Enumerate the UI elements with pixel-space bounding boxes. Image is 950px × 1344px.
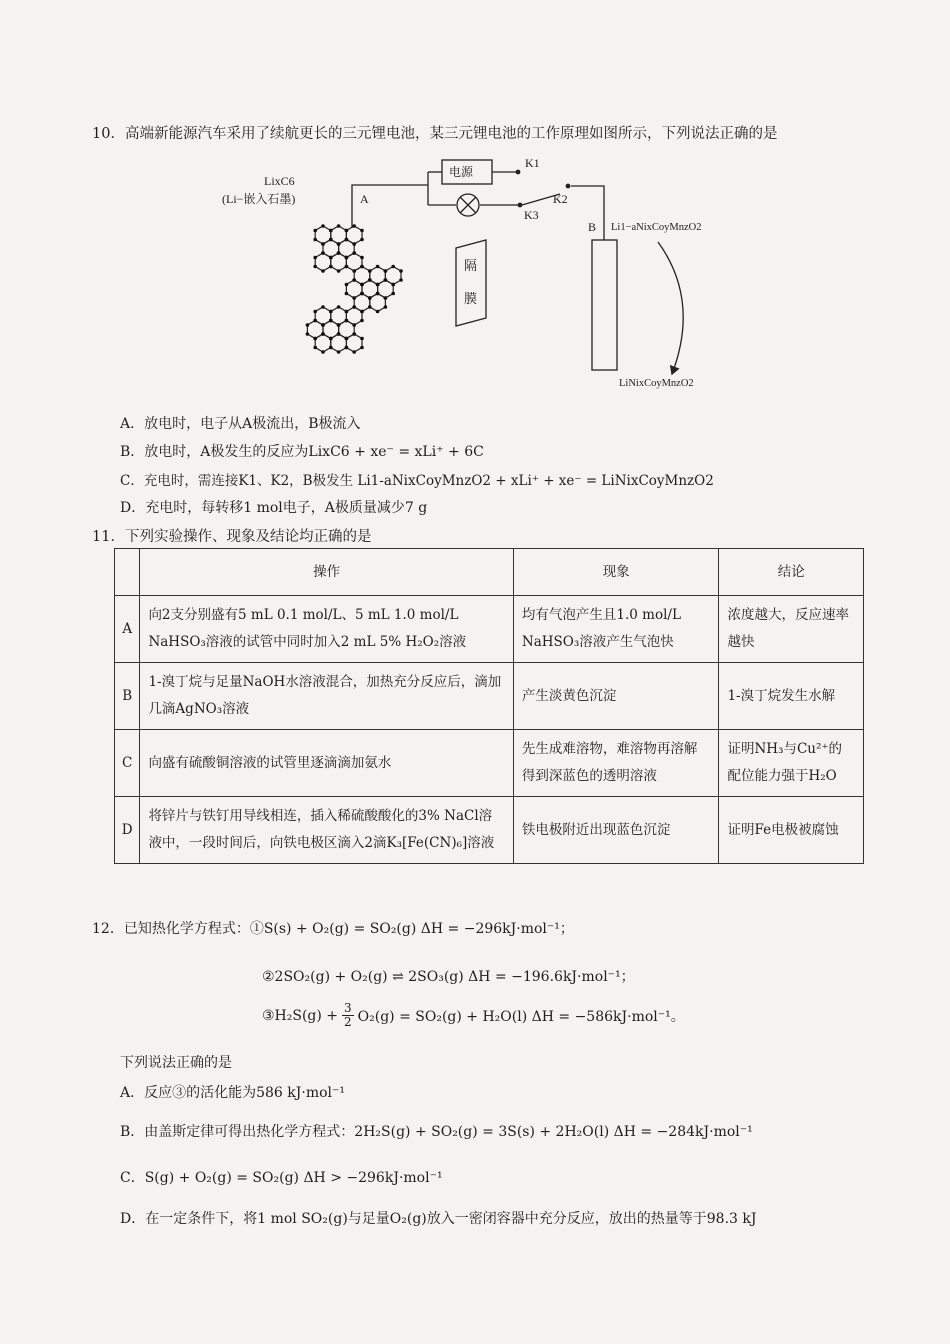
k1-label: K1 [525, 156, 540, 170]
electrode-b-rect [592, 240, 617, 370]
electrode-b-label: B [588, 220, 597, 234]
row-phenomenon: 先生成难溶物，难溶物再溶解得到深蓝色的透明溶液 [513, 730, 719, 797]
q10-stem: 10．高端新能源汽车采用了续航更长的三元锂电池，某三元锂电池的工作原理如图所示，下列说法正确的是 [92, 126, 778, 142]
row-conclusion: 证明NH₃与Cu²⁺的配位能力强于H₂O [719, 730, 864, 797]
eq3-fraction [342, 1002, 354, 1029]
row-id: A [115, 596, 140, 663]
header-blank [115, 549, 140, 596]
row-id: C [115, 730, 140, 797]
row-operation: 1-溴丁烷与足量NaOH水溶液混合，加热充分反应后，滴加几滴AgNO₃溶液 [140, 663, 513, 730]
table-header-row [115, 549, 864, 596]
k1-contact [516, 170, 521, 175]
q12-option-a: A．反应③的活化能为586 kJ·mol⁻¹ [120, 1085, 346, 1101]
row-id: D [115, 797, 140, 864]
q10-option-c: C．充电时，需连接K1、K2，B极发生 Li1-aNixCoyMnzO2 + xLi⁺ + xe⁻ = LiNixCoyMnzO2 [120, 473, 714, 489]
electrode-a-label: A [360, 192, 369, 206]
table-row [115, 596, 864, 663]
graphite-lattice-icon [306, 224, 403, 354]
row-id: B [115, 663, 140, 730]
membrane-label-bottom: 膜 [464, 291, 478, 306]
eq3-numerator: 3 [344, 1001, 352, 1015]
power-source-label: 电源 [449, 165, 474, 179]
q12-prompt: 下列说法正确的是 [120, 1055, 232, 1071]
row-operation: 将锌片与铁钉用导线相连，插入稀硫酸酸化的3% NaCl溶液中，一段时间后，向铁电极区滴入2滴K₃[Fe(CN)₆]溶液 [140, 797, 513, 864]
header-conclusion: 结论 [719, 549, 864, 596]
row-operation: 向盛有硫酸铜溶液的试管里逐滴滴加氨水 [140, 730, 513, 797]
eq3-denominator: 2 [344, 1015, 352, 1029]
row-conclusion: 证明Fe电极被腐蚀 [719, 797, 864, 864]
membrane-label-top: 隔 [464, 258, 478, 273]
table-row [115, 663, 864, 730]
eq3-right: O₂(g) = SO₂(g) + H₂O(l) ΔH = −586kJ·mol⁻¹。 [357, 1008, 685, 1025]
k2-contact [566, 184, 571, 189]
membrane-shape [456, 240, 486, 326]
row-conclusion: 浓度越大，反应速率越快 [719, 596, 864, 663]
experiment-table [114, 548, 864, 864]
q10-option-d: D．充电时，每转移1 mol电子，A极质量减少7 g [120, 500, 428, 516]
q12-option-c: C．S(g) + O₂(g) = SO₂(g) ΔH > −296kJ·mol⁻¹ [120, 1170, 443, 1186]
header-operation: 操作 [140, 549, 513, 596]
row-phenomenon: 均有气泡产生且1.0 mol/L NaHSO₃溶液产生气泡快 [513, 596, 719, 663]
q12-equation-2: ②2SO₂(g) + O₂(g) ⇌ 2SO₃(g) ΔH = −196.6kJ·mol⁻¹； [262, 969, 635, 985]
q12-option-d: D．在一定条件下，将1 mol SO₂(g)与足量O₂(g)放入一密闭容器中充分反应，放出的热量等于98.3 kJ [120, 1211, 757, 1227]
q11-stem: 11．下列实验操作、现象及结论均正确的是 [92, 529, 372, 545]
row-conclusion: 1-溴丁烷发生水解 [719, 663, 864, 730]
eq3-left: ③H₂S(g) + [262, 1007, 339, 1024]
battery-diagram [0, 0, 950, 400]
table-row [115, 797, 864, 864]
k3-label: K3 [524, 208, 539, 222]
row-phenomenon: 产生淡黄色沉淀 [513, 663, 719, 730]
k2-label: K2 [553, 192, 568, 206]
conversion-arrow [658, 242, 683, 374]
q10-option-b: B．放电时，A极发生的反应为LixC6 + xe⁻ = xLi⁺ + 6C [120, 444, 484, 460]
q12-equation-3 [262, 1002, 685, 1029]
table-row [115, 730, 864, 797]
lamp-icon [457, 194, 479, 216]
anode-formula: LixC6 [264, 174, 295, 188]
k3-contact [518, 203, 523, 208]
q10-option-a: A．放电时，电子从A极流出，B极流入 [120, 416, 361, 432]
header-phenomenon: 现象 [513, 549, 719, 596]
anode-note: (Li−嵌入石墨) [222, 192, 296, 206]
row-operation: 向2支分别盛有5 mL 0.1 mol/L、5 mL 1.0 mol/L NaHSO₃溶液的试管中同时加入2 mL 5% H₂O₂溶液 [140, 596, 513, 663]
q12-option-b: B．由盖斯定律可得出热化学方程式：2H₂S(g) + SO₂(g) = 3S(s) + 2H₂O(l) ΔH = −284kJ·mol⁻¹ [120, 1124, 753, 1140]
cathode-formula: Li1−aNixCoyMnzO2 [611, 222, 702, 233]
product-formula: LiNixCoyMnzO2 [619, 378, 694, 389]
row-phenomenon: 铁电极附近出现蓝色沉淀 [513, 797, 719, 864]
q12-stem: 12．已知热化学方程式：①S(s) + O₂(g) = SO₂(g) ΔH = −296kJ·mol⁻¹； [92, 921, 574, 937]
